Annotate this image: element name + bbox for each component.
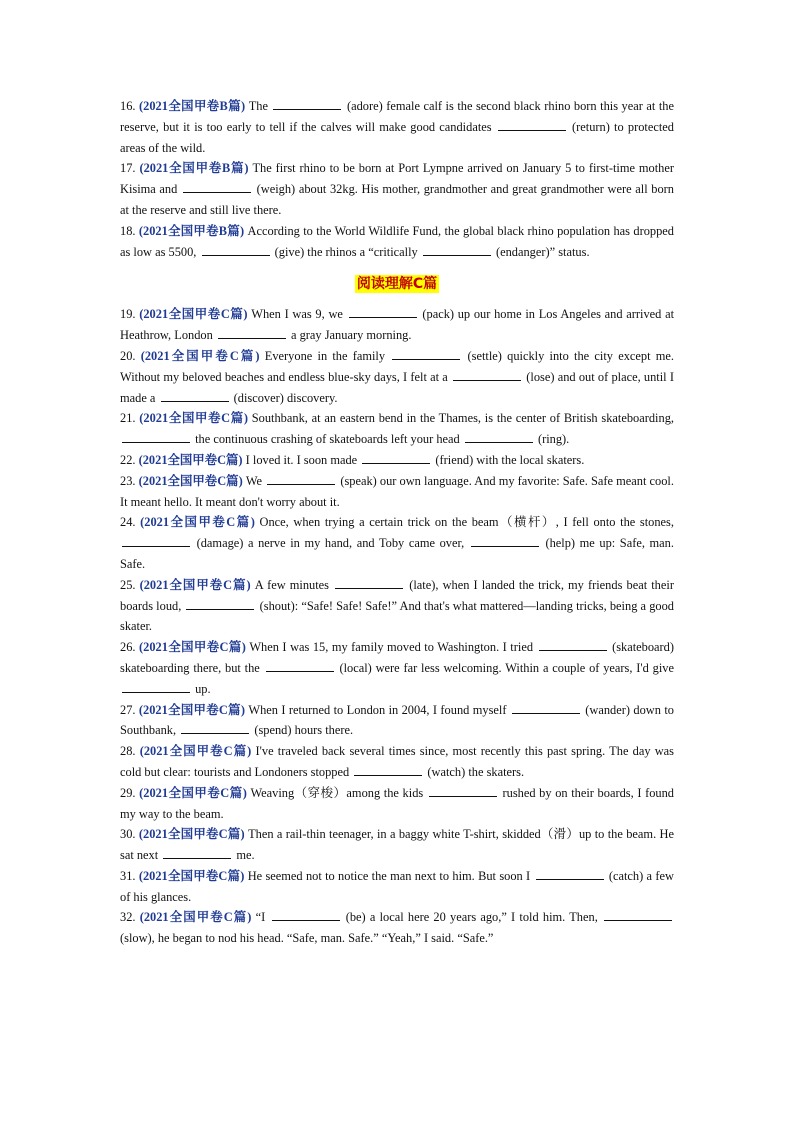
source-tag: (2021全国甲卷C篇) [138,473,243,488]
item-text: me. [236,848,255,863]
item-text: When I returned to London in 2004, I found myself [248,702,507,717]
item-number: 21. [120,411,136,426]
item-text: (endanger)” status. [495,244,590,259]
exercise-item [120,741,674,783]
answer-blank[interactable] [202,243,270,256]
item-number: 20. [120,348,136,363]
item-number: 28. [120,744,136,759]
answer-blank[interactable] [218,326,286,339]
item-text: The [248,99,268,113]
source-tag: (2021全国甲卷C篇) [139,640,246,655]
item-text: up. [195,681,211,696]
item-text: A few minutes [254,577,330,592]
exercise-item [120,346,674,408]
answer-blank[interactable] [273,97,341,110]
source-tag: (2021全国甲卷C篇) [139,744,252,759]
item-text: (return) to protected areas of the wild. [120,119,674,155]
source-tag: (2021全国甲卷C篇) [139,910,252,925]
exercise-item [120,575,674,637]
source-tag: (2021全国甲卷C篇) [138,868,245,883]
exercise-item [120,907,674,949]
answer-blank[interactable] [183,180,251,193]
item-text: (skateboard) skateboarding there, but the [120,640,674,675]
item-text: (slow), he began to nod his head. “Safe, man. Safe.” “Yeah,” I said. “Safe.” [120,931,494,946]
item-text: (wander) down to Southbank, [120,702,674,738]
item-text: I loved it. I soon made [245,452,358,467]
item-number: 24. [120,515,136,530]
item-text: (watch) the skaters. [427,764,525,779]
exercise-item [120,866,674,908]
answer-blank[interactable] [423,243,491,256]
item-text: (local) were far less welcoming. Within a couple of years, I'd give [339,660,674,675]
item-text: (help) me up: Safe, man. Safe. [120,536,674,571]
item-text: (catch) a few of his glances. [120,868,674,904]
answer-blank[interactable] [122,430,190,443]
source-tag: (2021全国甲卷C篇) [138,702,245,717]
source-tag: (2021全国甲卷C篇) [138,452,243,467]
exercise-item [120,408,674,450]
item-number: 29. [120,785,136,800]
source-tag: (2021全国甲卷C篇) [140,348,260,363]
item-text: Everyone in the family [264,348,386,363]
exercise-item [120,221,674,263]
item-text: (late), when I landed the trick, my friends beat their boards loud, [120,577,674,613]
item-number: 23. [120,473,136,488]
answer-blank[interactable] [122,534,190,547]
exercise-item [120,158,674,220]
answer-blank[interactable] [471,534,539,547]
item-text: (ring). [537,432,570,447]
exercise-item [120,304,674,346]
answer-blank[interactable] [186,597,254,610]
item-number: 26. [120,640,136,655]
answer-blank[interactable] [512,701,580,714]
item-text: When I was 15, my family moved to Washington. I tried [249,640,534,655]
answer-blank[interactable] [465,430,533,443]
section-heading: 阅读理解C篇 [356,276,438,293]
item-text: a gray January morning. [291,328,412,343]
answer-blank[interactable] [272,908,340,921]
exercise-item [120,450,674,471]
source-tag: (2021全国甲卷C篇) [139,785,247,800]
source-tag: (2021全国甲卷C篇) [139,411,248,426]
item-text: (adore) female calf is the second black rhino born this year at the reserve, but it is too early to tell if the calves will make good candidates [120,99,674,134]
item-number: 17. [120,161,136,176]
item-text: (discover) discovery. [233,390,338,405]
answer-blank[interactable] [362,451,430,464]
item-text: (speak) our own language. And my favorite: Safe. Safe meant cool. It meant hello. It meant don't worry about it. [120,473,674,509]
answer-blank[interactable] [354,763,422,776]
exercise-item [120,783,674,825]
item-text: Weaving（穿梭）among the kids [250,785,424,800]
item-text: rushed by on their boards, I found my way to the beam. [120,785,674,821]
item-number: 16. [120,99,136,113]
item-number: 18. [120,223,136,238]
answer-blank[interactable] [604,908,672,921]
source-tag: (2021全国甲卷C篇) [139,307,248,322]
answer-blank[interactable] [267,472,335,485]
item-text: The first rhino to be born at Port Lympne arrived on January 5 to first-time mother Kisima and [120,161,674,197]
source-tag: (2021全国甲卷C篇) [138,827,245,842]
answer-blank[interactable] [163,846,231,859]
item-text: (spend) hours there. [254,723,354,738]
item-text: (shout): “Safe! Safe! Safe!” And that's what mattered—landing tricks, being a good skater. [120,598,674,634]
answer-blank[interactable] [429,784,497,797]
item-text: “I [255,910,266,925]
source-tag: (2021全国甲卷B篇) [139,161,249,176]
item-number: 31. [120,868,136,883]
item-number: 19. [120,307,136,322]
source-tag: (2021全国甲卷B篇) [139,99,246,113]
item-number: 27. [120,702,136,717]
item-text: According to the World Wildlife Fund, the global black rhino population has dropped as low as 5500, [120,223,674,259]
exercise-item [120,471,674,513]
item-text: We [245,473,263,488]
item-text: Southbank, at an eastern bend in the Thames, is the center of British skateboarding, [251,411,674,426]
item-text: (settle) quickly into the city except me. Without my beloved beaches and endless blue-sky days, I felt at a [120,348,674,384]
item-text: (pack) up our home in Los Angeles and arrived at Heathrow, London [120,307,675,343]
answer-blank[interactable] [122,680,190,693]
source-tag: (2021全国甲卷C篇) [139,577,251,592]
section-heading-wrap [120,274,674,304]
item-text: the continuous crashing of skateboards left your head [195,432,460,447]
exercise-item [120,637,674,699]
answer-blank[interactable] [539,638,607,651]
item-text: He seemed not to notice the man next to him. But soon I [247,868,531,883]
item-text: Once, when trying a certain trick on the beam（横杆）, I fell onto the stones, [259,515,674,530]
answer-blank[interactable] [181,721,249,734]
source-tag: (2021全国甲卷C篇) [140,515,255,530]
answer-blank[interactable] [161,389,229,402]
item-text: (be) a local here 20 years ago,” I told him. Then, [345,910,598,925]
item-number: 25. [120,577,136,592]
item-text: When I was 9, we [251,307,343,322]
answer-blank[interactable] [536,867,604,880]
item-text: (weigh) about 32kg. His mother, grandmother and great grandmother were all born at the reserve and still live there. [120,182,674,217]
answer-blank[interactable] [498,118,566,131]
exercise-item [120,96,674,158]
answer-blank[interactable] [349,305,417,318]
item-number: 32. [120,910,136,925]
item-text: (damage) a nerve in my hand, and Toby came over, [196,536,465,551]
exercise-list [120,96,674,949]
item-text: (friend) with the local skaters. [435,452,585,467]
exercise-item [120,824,674,866]
answer-blank[interactable] [392,347,460,360]
exercise-item [120,512,674,574]
source-tag: (2021全国甲卷B篇) [138,223,245,238]
answer-blank[interactable] [266,659,334,672]
item-number: 30. [120,827,136,842]
exercise-item [120,700,674,742]
item-text: (give) the rhinos a “critically [274,244,418,259]
item-text: Then a rail-thin teenager, in a baggy white T-shirt, skidded（滑）up to the beam. He sat next [120,827,674,863]
answer-blank[interactable] [335,576,403,589]
item-text: I've traveled back several times since, most recently this past spring. The day was cold but clear: tourists and Londoners stopped [120,744,674,779]
answer-blank[interactable] [453,368,521,381]
item-text: (lose) and out of place, until I made a [120,369,674,405]
item-number: 22. [120,452,136,467]
